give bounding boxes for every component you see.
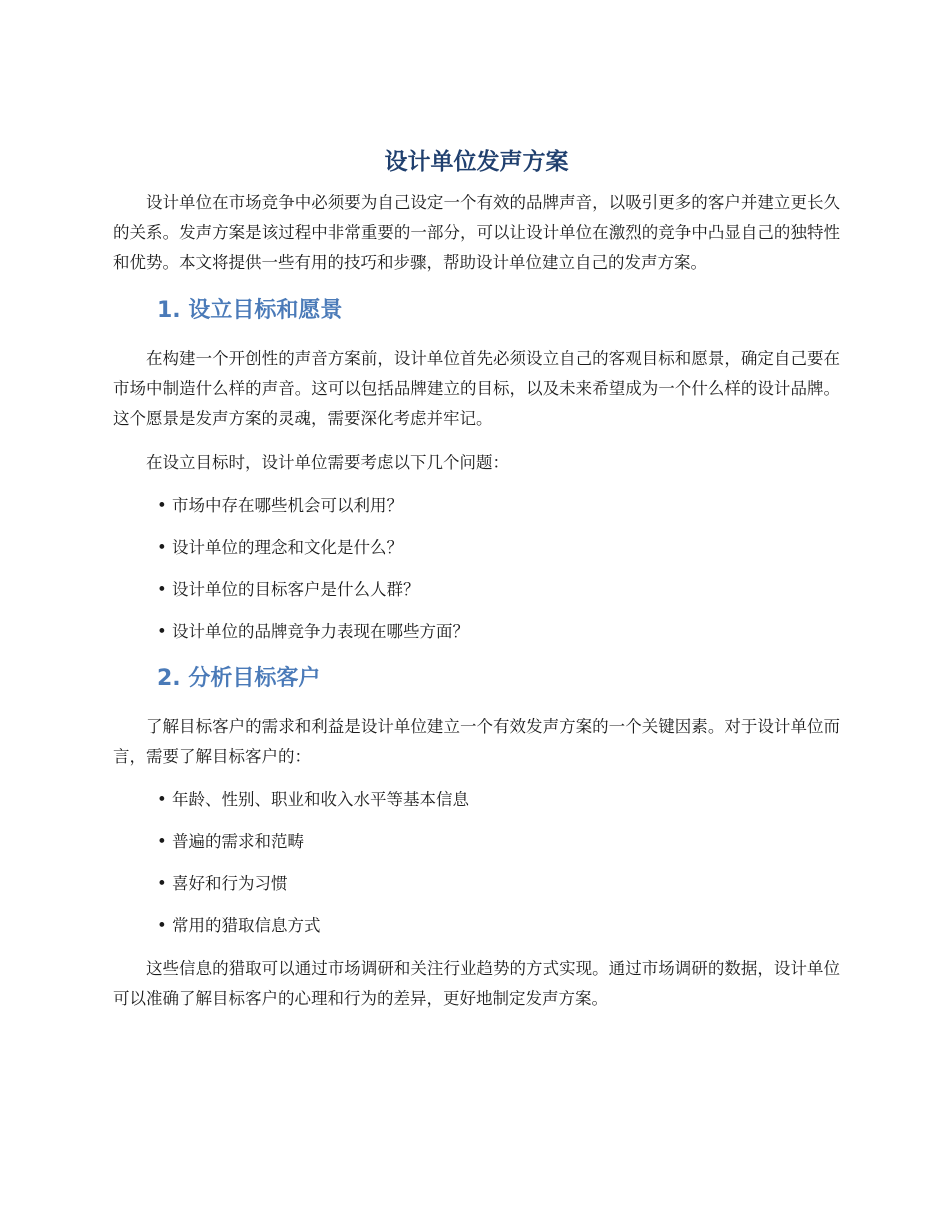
section-1-paragraph-2: 在设立目标时，设计单位需要考虑以下几个问题： xyxy=(146,453,509,472)
section-1-paragraph-1: 在构建一个开创性的声音方案前，设计单位首先必须设立自己的客观目标和愿景，确定自己要在市场中制造什么样的声音。这可以包括品牌建立的目标，以及未来希望成为一个什么样的设计品牌。这个愿景是发声方案的灵魂，需要深化考虑并牢记。 xyxy=(113,349,840,428)
list-item: • 年龄、性别、职业和收入水平等基本信息 xyxy=(157,790,469,809)
page-title: 设计单位发声方案 xyxy=(384,149,569,175)
document-page xyxy=(113,146,840,1014)
list-item: • 普遍的需求和范畴 xyxy=(157,832,304,851)
list-item: • 市场中存在哪些机会可以利用？ xyxy=(157,496,403,515)
list-item: • 常用的猎取信息方式 xyxy=(157,916,321,935)
intro-paragraph: 设计单位在市场竞争中必须要为自己设定一个有效的品牌声音，以吸引更多的客户并建立更长久的关系。发声方案是该过程中非常重要的一部分，可以让设计单位在激烈的竞争中凸显自己的独特性和优势。本文将提供一些有用的技巧和步骤，帮助设计单位建立自己的发声方案。 xyxy=(113,193,840,272)
section-1-heading: 1. 设立目标和愿景 xyxy=(157,298,343,323)
section-2-heading: 2. 分析目标客户 xyxy=(157,666,321,691)
section-2-paragraph-2: 这些信息的猎取可以通过市场调研和关注行业趋势的方式实现。通过市场调研的数据，设计单位可以准确了解目标客户的心理和行为的差异，更好地制定发声方案。 xyxy=(113,959,840,1008)
section-2-paragraph-1: 了解目标客户的需求和利益是设计单位建立一个有效发声方案的一个关键因素。对于设计单位而言，需要了解目标客户的： xyxy=(113,717,840,766)
list-item: • 设计单位的理念和文化是什么？ xyxy=(157,538,403,557)
list-item: • 喜好和行为习惯 xyxy=(157,874,288,893)
list-item: • 设计单位的目标客户是什么人群？ xyxy=(157,580,420,599)
list-item: • 设计单位的品牌竞争力表现在哪些方面？ xyxy=(157,622,469,641)
